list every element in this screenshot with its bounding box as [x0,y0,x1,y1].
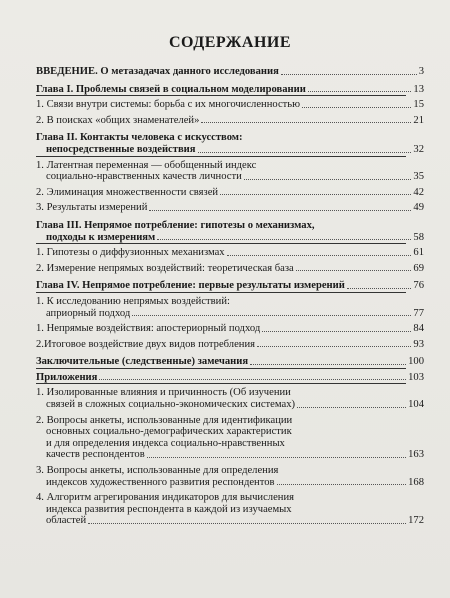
toc-entry-text: 1. К исследованию непрямых воздействий: [36,295,230,307]
toc-page-number: 163 [408,449,424,461]
toc-page-number: 93 [413,338,424,350]
toc-section-entry [36,99,424,111]
toc-entry-text: 1. Связи внутри системы: борьба с их многочисленностью [36,99,301,111]
toc-section-entry [36,160,424,183]
toc-entry-text: непосредственные воздействия [46,143,196,155]
toc-section-entry [36,465,424,488]
leader-dots [297,407,406,408]
toc-entry-line [36,415,424,427]
toc-page-number: 58 [413,231,424,243]
leader-dots [302,107,411,108]
toc-entry-text: 3. Вопросы анкеты, использованные для определения [36,465,279,477]
toc-entry-text: 2. Вопросы анкеты, использованные для идентификации [36,414,293,426]
toc-entry-text: 2.Итоговое воздействие двух видов потребления [36,338,255,350]
toc-entry-text: Приложения [36,371,98,383]
toc-entry-text: Заключительные (следственные) замечания [36,356,249,368]
section-divider [36,383,406,384]
toc-entry-line [36,171,424,183]
toc-entry-text: социально-нравственных качеств личности [46,171,242,183]
toc-entry-text: качеств респондентов [46,449,145,461]
toc-page-number: 100 [408,356,424,368]
toc-list [36,66,424,527]
toc-entry-line [36,438,424,450]
toc-entry-line [36,187,424,199]
toc-entry-line [36,465,424,477]
toc-entry-line [36,492,424,504]
toc-page-number: 61 [413,247,424,259]
toc-entry-text: Глава IV. Непрямое потребление: первые результаты измерений [36,280,345,292]
toc-entry-line [36,296,424,308]
toc-entry-line [36,356,424,368]
toc-entry-text: областей [46,515,87,527]
toc-section-entry [36,263,424,275]
leader-dots [296,270,412,271]
leader-dots [149,210,411,211]
toc-entry-text: 3. Результаты измерений [36,202,148,214]
toc-entry-text: Глава II. Контакты человека с искусством: [36,132,243,144]
toc-entry-line [36,426,424,438]
toc-page-number: 13 [413,83,424,95]
toc-entry-text: априорный подход [46,307,131,319]
toc-page-number: 172 [408,515,424,527]
toc-entry-text: подходы к измерениям [46,231,156,243]
toc-page-number: 103 [408,371,424,383]
toc-page-number: 42 [413,186,424,198]
toc-chapter-entry [36,356,424,368]
toc-entry-line [36,232,424,244]
section-divider [36,156,406,157]
leader-dots [227,255,412,256]
toc-entry-text: индекса развития респондента в каждой из изучаемых [46,503,292,515]
toc-entry-text: основных социально-демографических характеристик [46,426,292,438]
leader-dots [99,379,406,380]
toc-entry-line [36,99,424,111]
toc-entry-line [36,84,424,96]
toc-page-number: 76 [413,280,424,292]
toc-entry-text: 2. Элиминация множественности связей [36,186,219,198]
toc-chapter-entry [36,132,424,155]
toc-entry-line [36,308,424,320]
toc-entry-text: 1. Изолированные влияния и причинность (Об изучении [36,387,291,399]
leader-dots [257,346,411,347]
toc-chapter-entry [36,280,424,292]
leader-dots [277,484,407,485]
toc-entry-line [36,449,424,461]
toc-section-entry [36,115,424,127]
toc-page-number: 15 [413,99,424,111]
toc-entry-line [36,372,424,384]
toc-page-number: 49 [413,202,424,214]
toc-entry-text: 1. Непрямые воздействия: апостериорный подход [36,323,261,335]
toc-entry-line [36,144,424,156]
toc-entry-text: Глава III. Непрямое потребление: гипотезы о механизмах, [36,219,315,231]
toc-entry-line [36,247,424,259]
toc-entry-line [36,220,424,232]
leader-dots [147,457,406,458]
toc-entry-line [36,115,424,127]
section-divider [36,368,406,369]
toc-entry-text: связей в сложных социально-экономических системах) [46,399,296,411]
leader-dots [132,315,411,316]
toc-entry-text: 4. Алгоритм агрегирования индикаторов для вычисления [36,492,294,504]
toc-entry-line [36,323,424,335]
leader-dots [201,122,411,123]
section-divider [36,243,406,244]
toc-section-entry [36,323,424,335]
toc-page-number: 168 [408,476,424,488]
toc-page-number: 3 [418,66,424,77]
toc-entry-text: и для определения индекса социально-нравственных [46,437,285,449]
toc-entry-line [36,339,424,351]
toc-entry-line [36,504,424,516]
section-divider [36,292,406,293]
toc-page-number: 104 [408,399,424,411]
toc-section-entry [36,339,424,351]
toc-entry-text: 1. Латентная переменная — обобщенный индекс [36,159,257,171]
toc-page-number: 35 [413,171,424,183]
toc-section-entry [36,415,424,461]
toc-section-entry [36,247,424,259]
section-divider [36,95,406,96]
toc-entry-line [36,160,424,172]
toc-page-number: 77 [413,307,424,319]
toc-chapter-entry [36,372,424,384]
toc-page-number: 69 [413,262,424,274]
leader-dots [157,239,411,240]
toc-entry-line [36,477,424,489]
toc-entry-text: 2. Измерение непрямых воздействий: теоретическая база [36,262,294,274]
toc-entry-text: 2. В поисках «общих знаменателей» [36,114,200,126]
toc-section-entry [36,202,424,214]
toc-entry-line [36,399,424,411]
toc-section-entry [36,387,424,410]
toc-entry-line [36,263,424,275]
toc-entry-line [36,66,424,78]
toc-section-entry [36,492,424,527]
toc-entry-line [36,515,424,527]
toc-section-entry [36,187,424,199]
toc-page-number: 21 [413,114,424,126]
toc-page-number: 84 [413,323,424,335]
toc-chapter-entry [36,66,424,78]
toc-page-number: 32 [413,143,424,155]
toc-entry-line [36,387,424,399]
toc-entry-line [36,132,424,144]
page-title: СОДЕРЖАНИЕ [168,34,292,51]
leader-dots [220,194,411,195]
toc-chapter-entry [36,84,424,96]
leader-dots [198,152,412,153]
toc-entry-line [36,202,424,214]
leader-dots [262,331,411,332]
toc-entry-text: Глава I. Проблемы связей в социальном моделировании [36,83,306,95]
toc-entry-line [36,280,424,292]
toc-chapter-entry [36,220,424,243]
leader-dots [244,179,412,180]
toc-entry-text: 1. Гипотезы о диффузионных механизмах [36,247,225,259]
toc-entry-text: индексов художественного развития респондентов [46,476,275,488]
leader-dots [281,74,417,75]
leader-dots [88,523,406,524]
toc-entry-text: ВВЕДЕНИЕ. О метазадачах данного исследования [36,66,279,77]
leader-dots [347,288,412,289]
leader-dots [250,364,406,365]
leader-dots [308,91,412,92]
toc-section-entry [36,296,424,319]
